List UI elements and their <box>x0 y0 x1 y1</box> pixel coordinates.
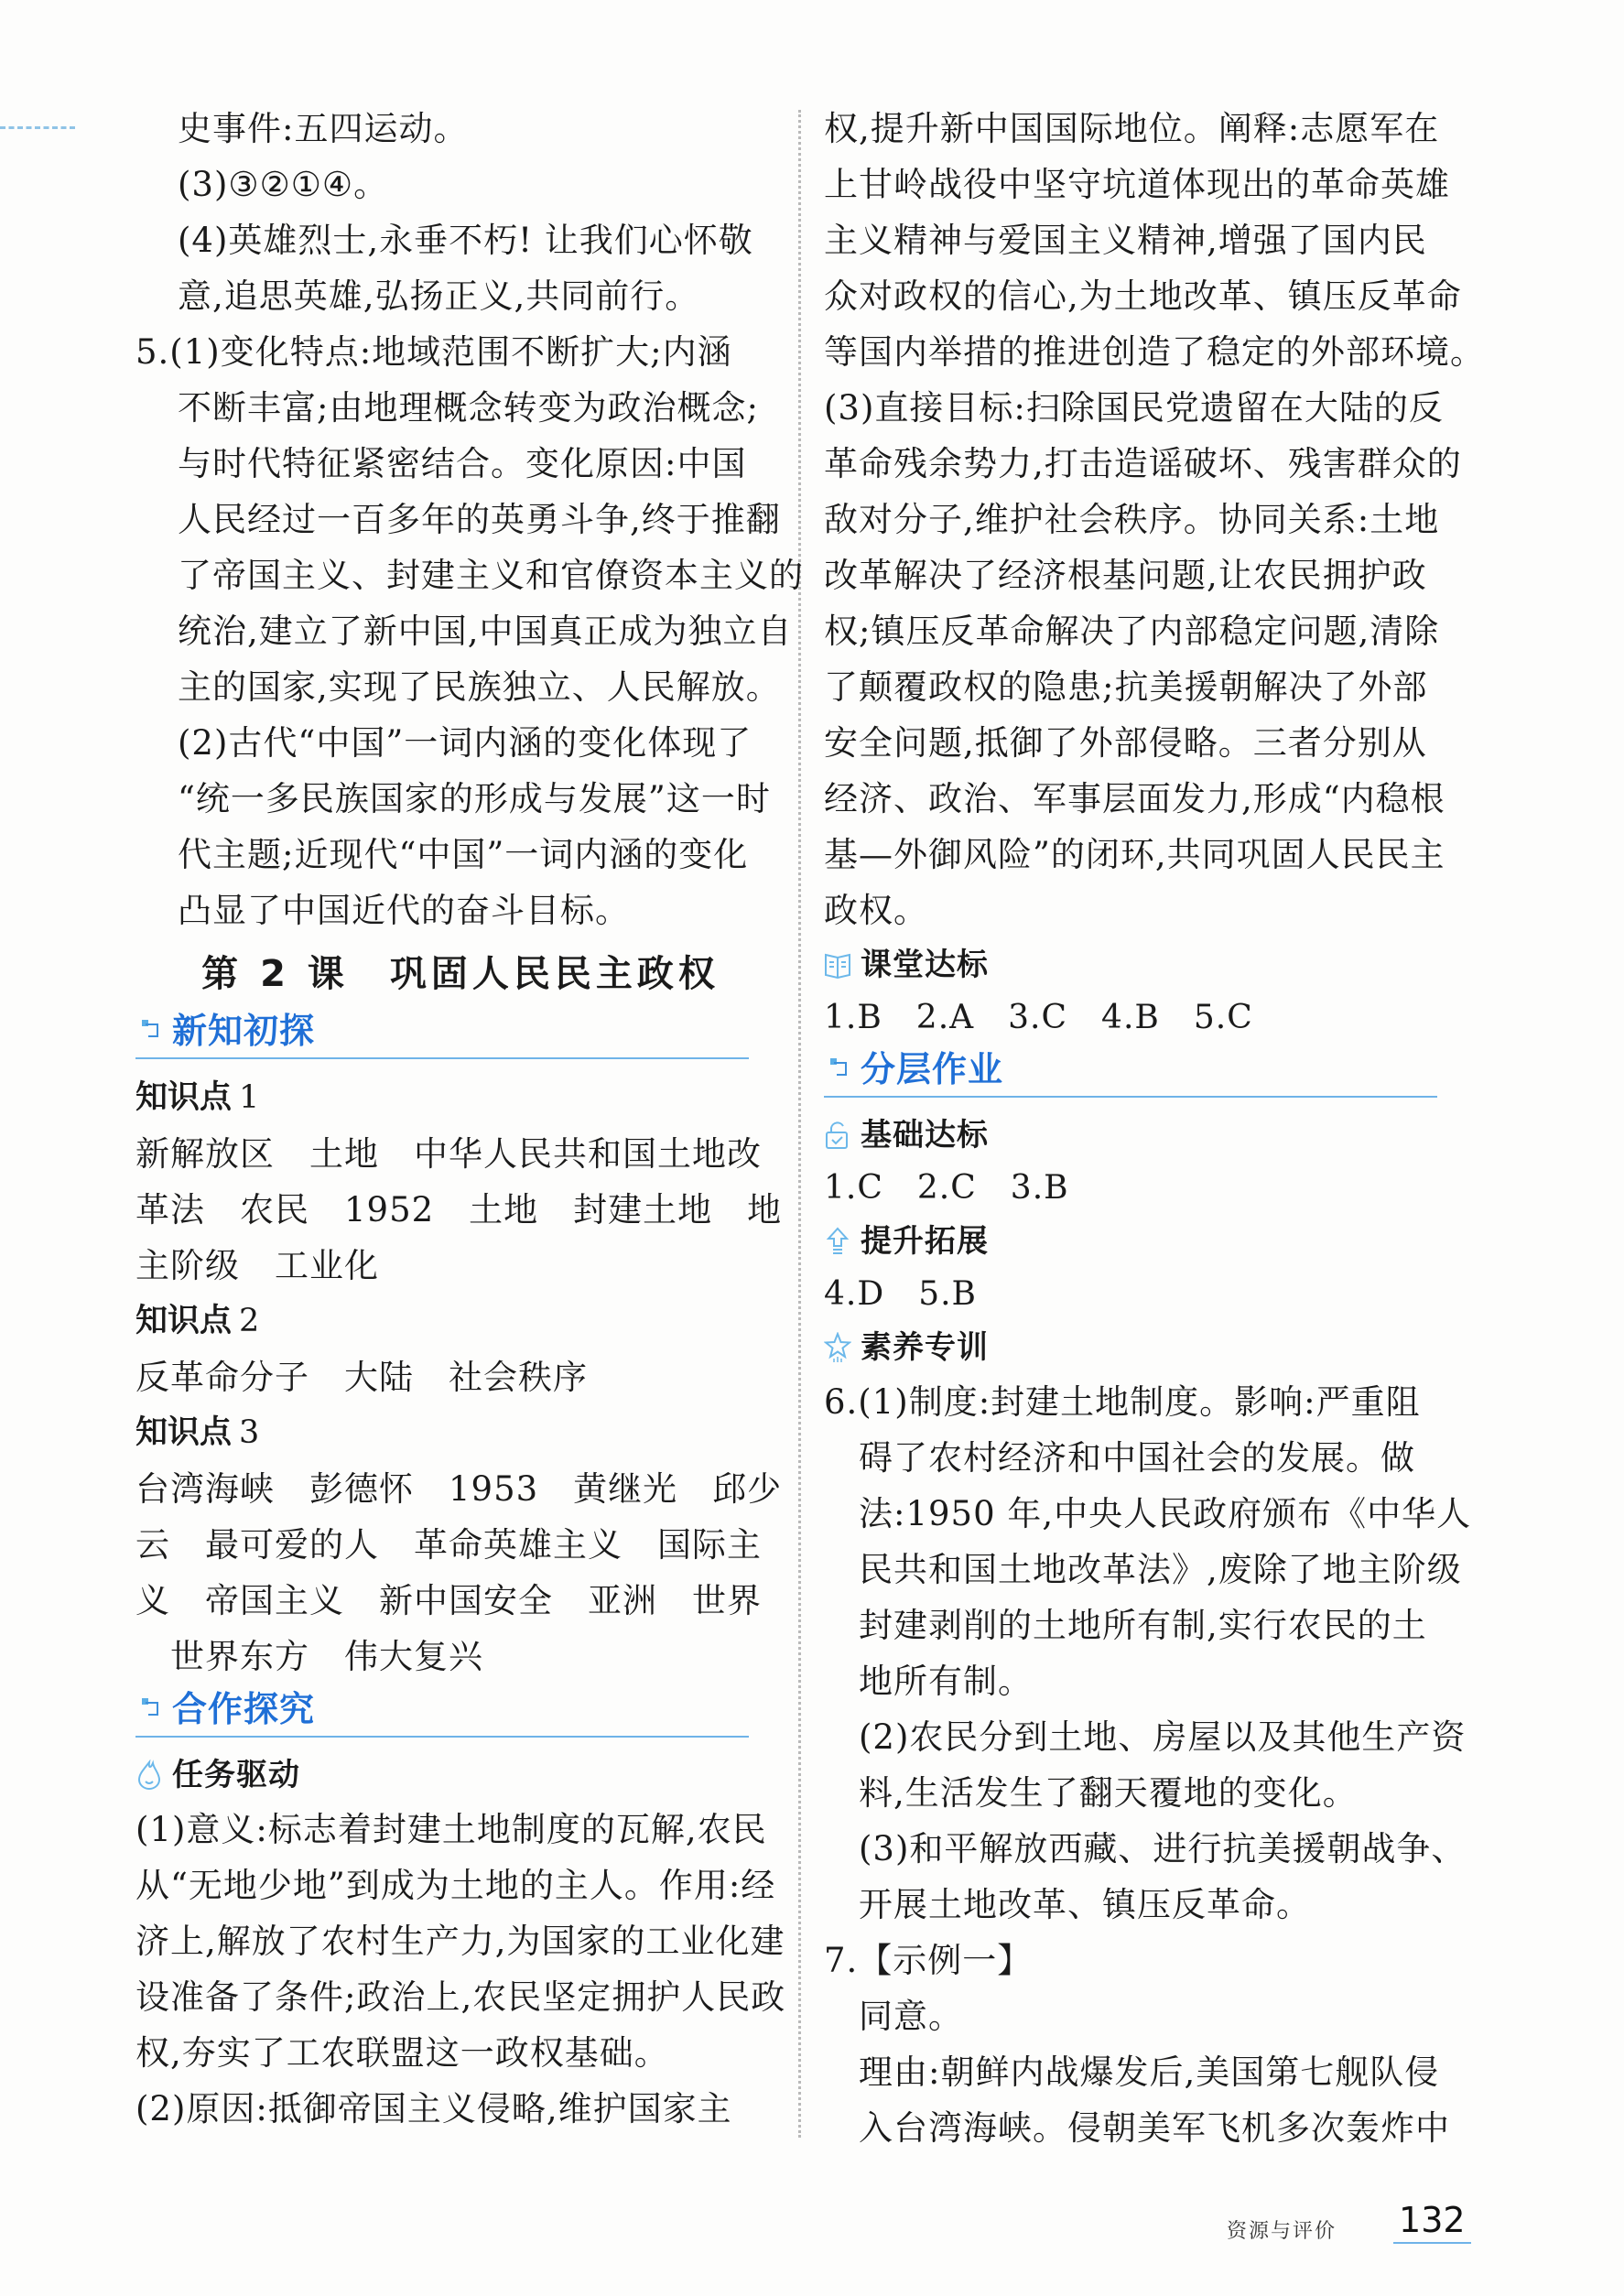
knowledge-point-heading <box>135 1405 785 1461</box>
text-line: 封建剥削的土地所有制,实行农民的土 <box>859 1606 1427 1645</box>
text-line: (3)直接目标:扫除国民党遗留在大陆的反 <box>824 388 1444 428</box>
text-line: 碍了农村经济和中国社会的发展。做 <box>859 1438 1415 1478</box>
text-line: 意,追思英雄,弘扬正义,共同前行。 <box>178 276 700 316</box>
text-line: 与时代特征紧密结合。变化原因:中国 <box>178 444 747 483</box>
text-line: 主义精神与爱国主义精神,增强了国内民 <box>824 221 1427 260</box>
sub-header-literacy <box>824 1321 1474 1374</box>
text-line: 统治,建立了新中国,中国真正成为独立自 <box>178 612 793 651</box>
sub-title: 提升拓展 <box>861 1223 989 1260</box>
sub-header-task-driven <box>135 1749 785 1802</box>
right-top-answers <box>824 101 1485 938</box>
sub-header-basic <box>824 1109 1474 1162</box>
unlock-check-icon <box>824 1120 851 1151</box>
knowledge-point-line: 世界东方 伟大复兴 <box>135 1637 483 1676</box>
open-book-icon <box>824 949 851 980</box>
corner-bracket-icon <box>141 1697 161 1717</box>
sub-header-advance <box>824 1215 1474 1268</box>
text-line: 改革解决了经济根基问题,让农民拥护政 <box>824 556 1427 595</box>
section-header-layered-homework <box>824 1045 1474 1098</box>
text-line: 权;镇压反革命解决了内部稳定问题,清除 <box>824 612 1440 651</box>
text-line: 革命残余势力,打击造谣破坏、残害群众的 <box>824 444 1462 483</box>
knowledge-point-heading <box>135 1070 785 1126</box>
sub-title: 素养专训 <box>861 1329 989 1366</box>
text-line: 济上,解放了农村生产力,为国家的工业化建 <box>135 1922 785 1961</box>
text-line: 同意。 <box>859 1997 963 2036</box>
sub-title: 课堂达标 <box>861 947 989 983</box>
knowledge-point-label: 知识点 <box>135 1414 233 1451</box>
text-line: 基—外御风险”的闭环,共同巩固人民民主 <box>824 835 1445 874</box>
section-title: 新知初探 <box>172 1011 316 1051</box>
text-line: 5.(1)变化特点:地域范围不断扩大;内涵 <box>135 332 732 372</box>
section-underline <box>824 1096 1437 1098</box>
knowledge-points <box>135 1070 785 1684</box>
text-line: 权,夯实了工农联盟这一政权基础。 <box>135 2033 669 2073</box>
section-title: 分层作业 <box>861 1049 1004 1089</box>
lesson-title: 第 2 课 巩固人民民主政权 <box>201 953 720 995</box>
basic-answers: 1.C 2.C 3.B <box>824 1169 1069 1207</box>
page-number: 132 <box>1393 2202 1471 2244</box>
knowledge-point-line: 台湾海峡 彭德怀 1953 黄继光 邱少 <box>135 1469 783 1509</box>
text-line: (4)英雄烈士,永垂不朽! 让我们心怀敬 <box>178 221 753 260</box>
knowledge-point-line: 新解放区 土地 中华人民共和国土地改 <box>135 1134 762 1174</box>
text-line: (3)③②①④。 <box>178 165 389 204</box>
sub-header-classroom <box>824 938 1474 991</box>
cooperate-answers <box>135 1802 785 2137</box>
section-header-cooperate <box>135 1684 785 1738</box>
text-line: 不断丰富;由地理概念转变为政治概念; <box>178 388 759 428</box>
text-line: 人民经过一百多年的英勇斗争,终于推翻 <box>178 500 781 539</box>
book-source-label: 资源与评价 <box>1227 2220 1337 2243</box>
flame-icon <box>135 1760 163 1791</box>
sub-title: 任务驱动 <box>172 1757 300 1793</box>
arrow-up-icon <box>824 1226 851 1257</box>
text-line: 史事件:五四运动。 <box>178 109 469 148</box>
corner-bracket-icon <box>829 1057 850 1078</box>
section-underline <box>135 1057 749 1059</box>
text-line: “统一多民族国家的形成与发展”这一时 <box>178 779 771 818</box>
text-line: 开展土地改革、镇压反革命。 <box>859 1885 1311 1924</box>
text-line: 理由:朝鲜内战爆发后,美国第七舰队侵 <box>859 2052 1440 2092</box>
knowledge-point-number: 2 <box>239 1303 260 1339</box>
text-line: 设准备了条件;政治上,农民坚定拥护人民政 <box>135 1977 786 2017</box>
text-line: 上甘岭战役中坚守坑道体现出的革命英雄 <box>824 165 1450 204</box>
corner-bracket-icon <box>141 1019 161 1039</box>
text-line: 了帝国主义、封建主义和官僚资本主义的 <box>178 556 804 595</box>
text-line: 凸显了中国近代的奋斗目标。 <box>178 891 630 930</box>
text-line: 众对政权的信心,为土地改革、镇压反革命 <box>824 276 1462 316</box>
knowledge-point-line: 义 帝国主义 新中国安全 亚洲 世界 <box>135 1581 762 1620</box>
text-line: 地所有制。 <box>859 1662 1033 1701</box>
knowledge-point-line: 主阶级 工业化 <box>135 1246 379 1285</box>
left-top-answers <box>135 101 804 938</box>
advance-answers: 4.D 5.B <box>824 1275 978 1313</box>
classroom-answers: 1.B 2.A 3.C 4.B 5.C <box>824 999 1253 1036</box>
text-line: (2)农民分到土地、房屋以及其他生产资 <box>859 1717 1467 1757</box>
page-footer <box>1227 2202 1471 2244</box>
section-title: 合作探究 <box>172 1689 316 1729</box>
section-underline <box>135 1736 749 1738</box>
section-header-new-knowledge <box>135 1006 785 1059</box>
corner-dash-decoration <box>0 126 75 129</box>
text-line: (2)古代“中国”一词内涵的变化体现了 <box>178 723 752 763</box>
text-line: 了颠覆政权的隐患;抗美援朝解决了外部 <box>824 667 1428 707</box>
knowledge-point-number: 3 <box>239 1414 260 1451</box>
text-line: 经济、政治、军事层面发力,形成“内稳根 <box>824 779 1445 818</box>
text-line: 政权。 <box>824 891 928 930</box>
knowledge-point-line: 革法 农民 1952 土地 封建土地 地 <box>135 1190 783 1229</box>
text-line: (1)意义:标志着封建土地制度的瓦解,农民 <box>135 1810 767 1849</box>
knowledge-point-label: 知识点 <box>135 1303 233 1339</box>
text-line: 法:1950 年,中央人民政府颁布《中华人 <box>859 1494 1472 1533</box>
text-line: 安全问题,抵御了外部侵略。三者分别从 <box>824 723 1427 763</box>
text-line: (2)原因:抵御帝国主义侵略,维护国家主 <box>135 2089 732 2128</box>
text-line: 权,提升新中国国际地位。阐释:志愿军在 <box>824 109 1440 148</box>
text-line: (3)和平解放西藏、进行抗美援朝战争、 <box>859 1829 1467 1868</box>
knowledge-point-line: 云 最可爱的人 革命英雄主义 国际主 <box>135 1525 762 1565</box>
text-line: 主的国家,实现了民族独立、人民解放。 <box>178 667 781 707</box>
text-line: 代主题;近现代“中国”一词内涵的变化 <box>178 835 749 874</box>
text-line: 民共和国土地改革法》,废除了地主阶级 <box>859 1550 1462 1589</box>
text-line: 料,生活发生了翻天覆地的变化。 <box>859 1773 1358 1813</box>
text-line: 等国内举措的推进创造了稳定的外部环境。 <box>824 332 1485 372</box>
knowledge-point-line: 反革命分子 大陆 社会秩序 <box>135 1358 588 1397</box>
knowledge-point-label: 知识点 <box>135 1079 233 1116</box>
text-line: 敌对分子,维护社会秩序。协同关系:土地 <box>824 500 1440 539</box>
text-line: 7.【示例一】 <box>824 1941 1033 1980</box>
knowledge-point-number: 1 <box>239 1079 260 1116</box>
text-line: 入台湾海峡。侵朝美军飞机多次轰炸中 <box>859 2108 1450 2148</box>
column-divider <box>798 110 801 2138</box>
text-line: 6.(1)制度:封建土地制度。影响:严重阻 <box>824 1382 1421 1422</box>
literacy-answers <box>824 1374 1474 2156</box>
star-icon <box>824 1332 851 1363</box>
left-column <box>135 101 804 2137</box>
sub-title: 基础达标 <box>861 1117 989 1153</box>
knowledge-point-heading <box>135 1294 785 1349</box>
text-line: 从“无地少地”到成为土地的主人。作用:经 <box>135 1866 776 1905</box>
right-column <box>824 101 1485 2156</box>
